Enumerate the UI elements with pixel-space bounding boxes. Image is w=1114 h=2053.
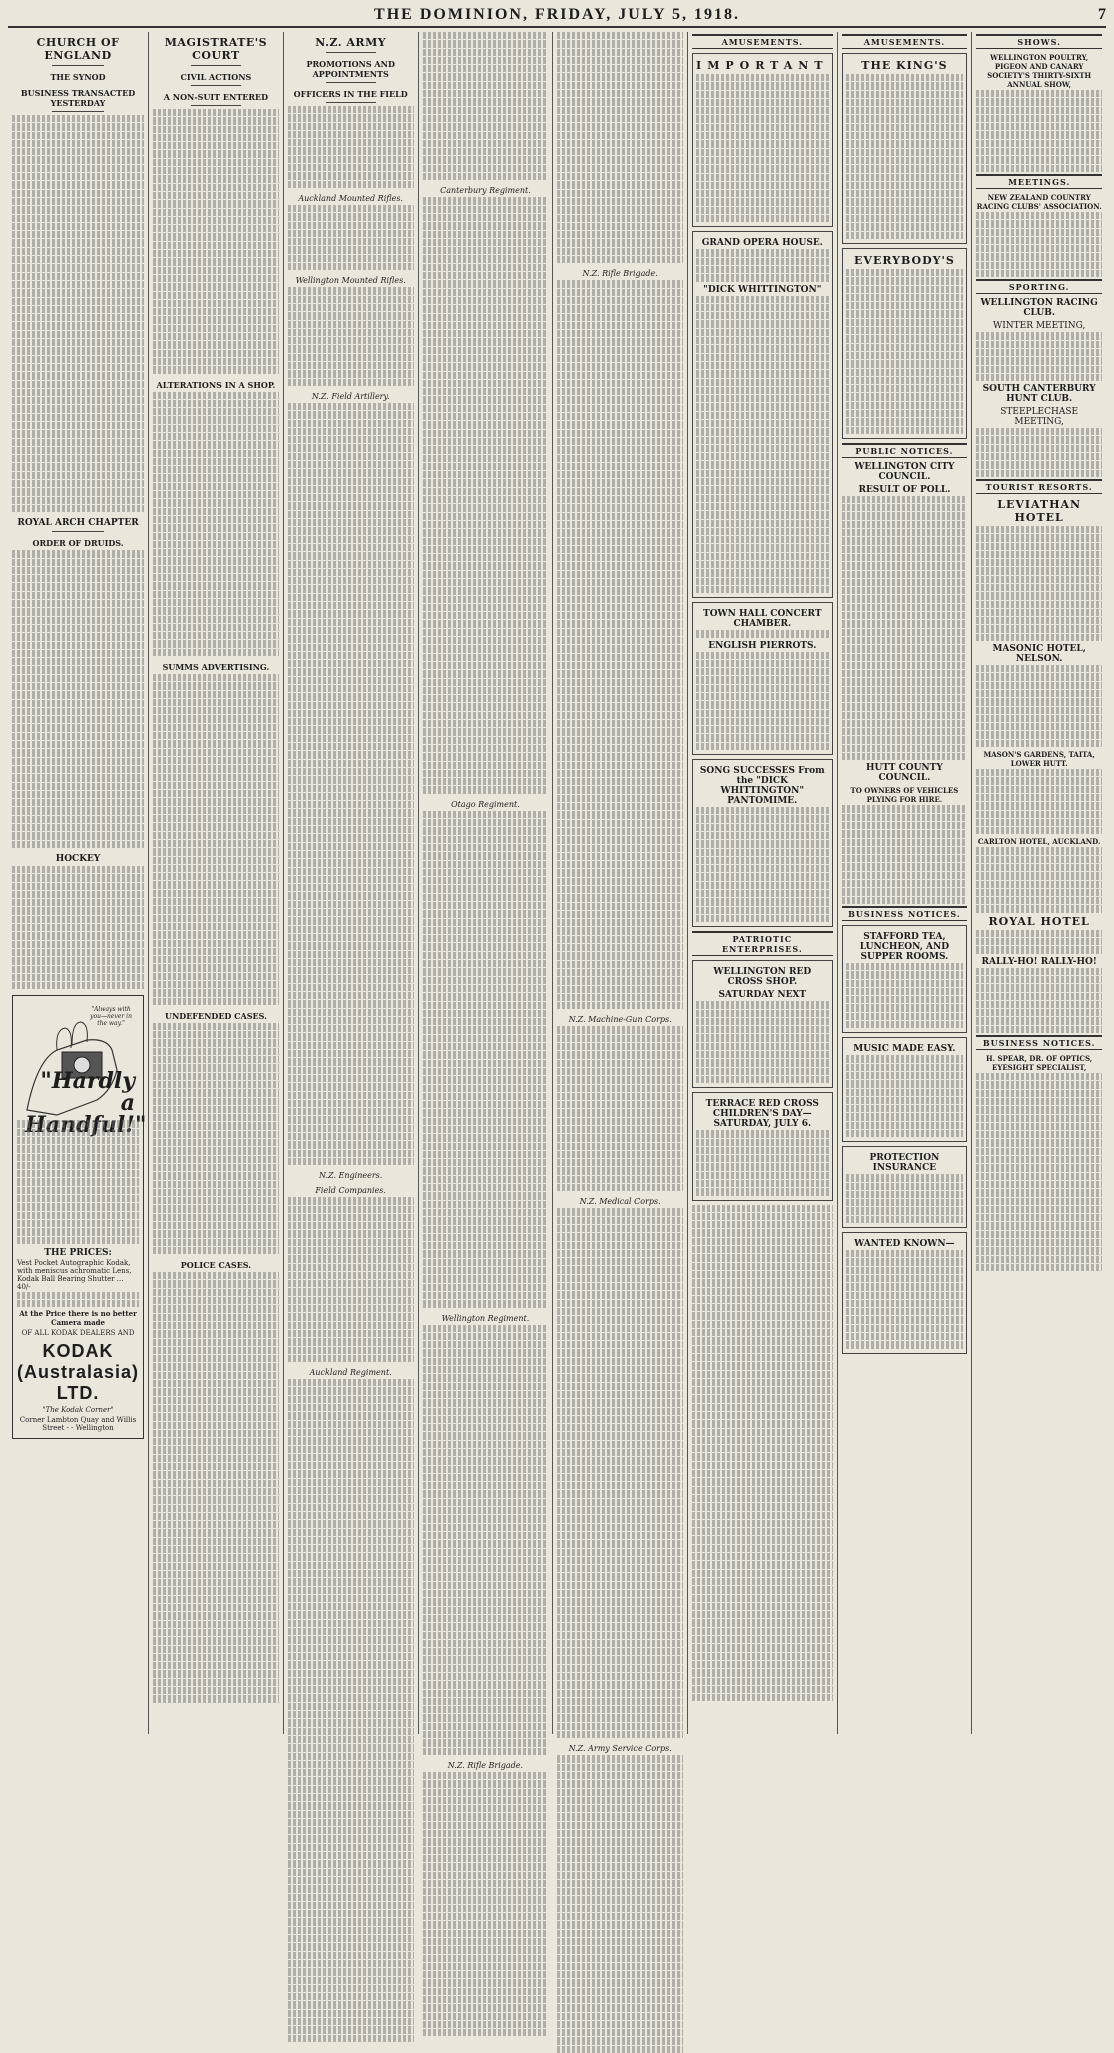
- kodak-tagline: At the Price there is no better Camera made: [19, 1309, 137, 1328]
- sub-royal-arch: ROYAL ARCH CHAPTER: [17, 518, 139, 529]
- sub-civil-actions: CIVIL ACTIONS: [180, 72, 252, 82]
- ad-music-title: MUSIC MADE EASY.: [853, 1044, 956, 1055]
- column-7: [838, 32, 973, 1734]
- ad-royal-hotel: ROYAL HOTEL: [988, 914, 1090, 928]
- ad-kings-title: THE KING'S: [861, 59, 948, 72]
- ad-stafford-title: STAFFORD TEA, LUNCHEON, AND SUPPER ROOMS.: [859, 931, 950, 962]
- ad-carlton-hotel: CARLTON HOTEL, AUCKLAND.: [977, 837, 1101, 847]
- column-8: [972, 32, 1106, 1734]
- sub-summs-advertising: SUMMS ADVERTISING.: [162, 662, 270, 672]
- sub-rifle-brigade-4: N.Z. Rifle Brigade.: [447, 1760, 524, 1770]
- kodak-dealers: OF ALL KODAK DEALERS AND: [21, 1329, 135, 1338]
- ad-wanted: [842, 1232, 968, 1354]
- ad-dick-whittington: "DICK WHITTINGTON": [703, 284, 822, 295]
- ad-kings-theatre: [842, 53, 968, 244]
- heading-church: CHURCH OF ENGLAND: [36, 36, 120, 62]
- heading-amusements-7: AMUSEMENTS.: [842, 34, 968, 49]
- column-3: [284, 32, 419, 1734]
- column-5: [553, 32, 688, 1754]
- kodak-headline: "Hardly a Handful!": [25, 1068, 147, 1139]
- ad-important: [692, 53, 832, 227]
- ad-protection-title: PROTECTION INSURANCE: [869, 1153, 940, 1174]
- ad-saturday: SATURDAY NEXT: [718, 990, 807, 1001]
- heading-tourist-resorts: TOURIST RESORTS.: [976, 479, 1102, 494]
- hand-illustration: [17, 1000, 147, 1139]
- ad-stafford: [842, 925, 968, 1033]
- ad-town-hall: [692, 602, 832, 755]
- heading-meetings: MEETINGS.: [976, 174, 1102, 189]
- ad-leviathan: LEVIATHAN HOTEL: [997, 497, 1082, 524]
- sub-officers-field: OFFICERS IN THE FIELD: [293, 89, 408, 99]
- sub-promotions: PROMOTIONS AND APPOINTMENTS: [306, 59, 395, 79]
- column-6: [688, 32, 837, 1734]
- sub-canterbury-regiment: Canterbury Regiment.: [440, 186, 531, 196]
- heading-shows: SHOWS.: [976, 34, 1102, 49]
- kodak-corner: "The Kodak Corner": [42, 1406, 114, 1415]
- sub-police-cases: POLICE CASES.: [180, 1260, 252, 1271]
- kodak-brand: KODAK (Australasia) LTD.: [17, 1341, 140, 1404]
- ad-red-cross-shop: [692, 960, 832, 1088]
- sub-rifle-brigade-5: N.Z. Rifle Brigade.: [582, 269, 658, 279]
- heading-sporting: SPORTING.: [976, 279, 1102, 294]
- heading-public-notices: PUBLIC NOTICES.: [842, 443, 968, 458]
- ad-everybodys-title: EVERYBODY'S: [854, 253, 955, 267]
- ad-red-cross-title: WELLINGTON RED CROSS SHOP.: [713, 967, 812, 988]
- ad-masons-gardens: MASON'S GARDENS, TAITA, LOWER HUTT.: [983, 750, 1095, 769]
- ad-poultry-show: WELLINGTON POULTRY, PIGEON AND CANARY SOCIETY'S THIRTY-SIXTH ANNUAL SHOW,: [987, 53, 1092, 89]
- sub-otago-regiment: Otago Regiment.: [451, 799, 520, 809]
- kodak-caption: "Always with you—never in the way.": [90, 1006, 132, 1028]
- ad-song-successes: [692, 759, 832, 927]
- heading-business-notices-7: BUSINESS NOTICES.: [842, 906, 968, 921]
- ad-pierrots: ENGLISH PIERROTS.: [708, 640, 817, 651]
- page-number: 7: [1098, 6, 1106, 23]
- ad-terrace-title: TERRACE RED CROSS CHILDREN'S DAY—SATURDAY, JULY 6.: [705, 1099, 819, 1130]
- notice-vehicles: TO OWNERS OF VEHICLES PLYING FOR HIRE.: [850, 786, 959, 805]
- kodak-address: Corner Lambton Quay and Willis Street - - Wellington: [19, 1416, 137, 1433]
- sub-auckland-mounted: Auckland Mounted Rifles.: [298, 193, 403, 203]
- column-2: [149, 32, 284, 1734]
- kodak-advertisement: [12, 995, 147, 1439]
- sub-druids: ORDER OF DRUIDS.: [32, 538, 124, 549]
- ad-grand-opera: [692, 231, 832, 598]
- notice-hutt-council: HUTT COUNTY COUNCIL.: [866, 763, 943, 784]
- kodak-prices-title: THE PRICES:: [44, 1247, 112, 1258]
- sub-army-service: N.Z. Army Service Corps.: [568, 1744, 672, 1754]
- ad-wanted-title: WANTED KNOWN—: [854, 1239, 955, 1250]
- ad-masonic-hotel: MASONIC HOTEL, NELSON.: [992, 644, 1086, 665]
- ad-grand-opera-title: GRAND OPERA HOUSE.: [701, 238, 823, 249]
- sub-hockey: HOCKEY: [55, 853, 101, 864]
- ad-important-title: IMPORTANT: [696, 59, 829, 72]
- column-1: [8, 32, 149, 1734]
- ad-songs-title: SONG SUCCESSES From the "DICK WHITTINGTON" PANTOMIME.: [699, 766, 825, 807]
- heading-patriotic: PATRIOTIC ENTERPRISES.: [692, 931, 832, 956]
- notice-south-canterbury: SOUTH CANTERBURY HUNT CLUB.: [982, 384, 1096, 405]
- notice-result-poll: RESULT OF POLL.: [858, 484, 951, 495]
- sub-wellington-mounted: Wellington Mounted Rifles.: [295, 276, 406, 286]
- masthead: [8, 4, 1106, 28]
- kodak-price-1: Vest Pocket Autographic Kodak, with meniscus achromatic Lens, Kodak Ball Bearing Shutter ... 40/-: [17, 1258, 132, 1291]
- newspaper-title: THE DOMINION, FRIDAY, JULY 5, 1918.: [374, 6, 740, 23]
- ad-music-easy: [842, 1037, 968, 1142]
- sub-non-suit: A NON-SUIT ENTERED: [163, 92, 269, 102]
- notice-wrc: WELLINGTON RACING CLUB.: [980, 298, 1098, 319]
- page-columns: [8, 32, 1106, 1770]
- ad-everybodys: [842, 248, 968, 439]
- sub-alterations: ALTERATIONS IN A SHOP.: [156, 379, 276, 390]
- notice-steeplechase: STEEPLECHASE MEETING,: [1000, 407, 1079, 428]
- sub-wellington-regiment: Wellington Regiment.: [441, 1313, 530, 1323]
- notice-winter-meeting: WINTER MEETING,: [992, 321, 1086, 332]
- sub-field-companies: Field Companies.: [315, 1186, 386, 1196]
- heading-nz-army: N.Z. ARMY: [315, 36, 387, 49]
- heading-business-notices-8: BUSINESS NOTICES.: [976, 1035, 1102, 1050]
- sub-medical-corps: N.Z. Medical Corps.: [579, 1197, 661, 1207]
- sub-business: BUSINESS TRANSACTED YESTERDAY: [20, 88, 136, 108]
- sub-auckland-regiment: Auckland Regiment.: [309, 1368, 392, 1378]
- sub-field-artillery: N.Z. Field Artillery.: [311, 391, 390, 401]
- ad-protection: [842, 1146, 968, 1228]
- column-4: [419, 32, 554, 1770]
- ad-spear-optics: H. SPEAR, DR. OF OPTICS, EYESIGHT SPECIALIST,: [986, 1054, 1093, 1073]
- notice-city-council: WELLINGTON CITY COUNCIL.: [854, 461, 955, 482]
- ad-town-hall-title: TOWN HALL CONCERT CHAMBER.: [703, 609, 822, 630]
- heading-magistrates-court: MAGISTRATE'S COURT: [164, 36, 268, 62]
- sub-undefended: UNDEFENDED CASES.: [164, 1010, 267, 1021]
- ad-terrace-red-cross: [692, 1092, 832, 1200]
- sub-machine-gun: N.Z. Machine-Gun Corps.: [568, 1015, 672, 1025]
- sub-nz-engineers: N.Z. Engineers.: [319, 1171, 383, 1181]
- sub-synod: THE SYNOD: [50, 72, 106, 82]
- heading-amusements-6: AMUSEMENTS.: [692, 34, 832, 49]
- notice-racing-clubs: NEW ZEALAND COUNTRY RACING CLUBS' ASSOCIATION.: [976, 192, 1102, 211]
- ad-rally-ho: RALLY-HO! RALLY-HO!: [981, 956, 1097, 967]
